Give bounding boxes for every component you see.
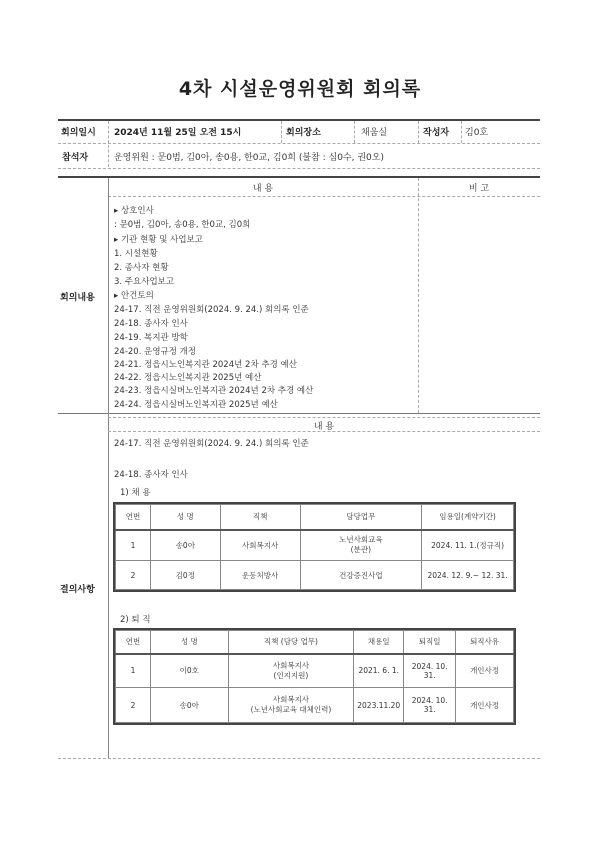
hire-cell: 2024. 12. 9.~ 12. 31. xyxy=(422,561,514,590)
resign-cell: 2024. 10. 31. xyxy=(404,654,456,688)
date-label: 회의일시 xyxy=(61,128,96,138)
agenda-line: 24-19. 복지관 방학 xyxy=(114,333,188,343)
label-column-divider xyxy=(108,178,109,758)
hire-header-cell: 직책 xyxy=(220,505,300,530)
agenda-line: 24-18. 종사자 인사 xyxy=(114,319,188,329)
hire-cell: 1 xyxy=(116,530,151,561)
hire-cell: 송0아 xyxy=(150,530,220,561)
info-col-divider xyxy=(461,121,462,143)
contents-label: 회의내용 xyxy=(60,293,95,303)
resolution-top-dashed xyxy=(108,417,540,418)
resolution-bottom-border xyxy=(58,758,540,759)
attendees-value: 운영위원 : 문0범, 김0아, 송0용, 한0교, 김0희 (불참 : 심0수, 권0오) xyxy=(114,153,384,163)
resign-header-cell: 연번 xyxy=(116,631,151,654)
resign-cell: 이0호 xyxy=(150,654,228,688)
resign-table xyxy=(115,630,514,723)
writer-value: 김0호 xyxy=(465,128,489,138)
resign-cell: 2 xyxy=(116,688,151,723)
resign-header-cell: 직책 (담당 업무) xyxy=(228,631,354,654)
place-value: 채움실 xyxy=(361,128,388,138)
hire-cell: 사회복지사 xyxy=(220,530,300,561)
place-label: 회의장소 xyxy=(286,128,321,138)
hire-title: 1) 채 용 xyxy=(120,488,151,498)
agenda-line: 24-24. 정읍시실버노인복지관 2025년 예산 xyxy=(114,400,278,410)
table-row xyxy=(116,561,514,590)
agenda-line: 24-20. 운영규정 개정 xyxy=(114,347,197,357)
info-bottom-divider xyxy=(58,168,540,169)
hire-cell: 2024. 11. 1.(정규직) xyxy=(422,530,514,561)
agenda-line: 24-17. 직전 운영위원회(2024. 9. 24.) 회의록 인준 xyxy=(114,305,309,315)
hire-cell: 노년사회교육 (분관) xyxy=(300,530,422,561)
resign-cell: 송0아 xyxy=(150,688,228,723)
writer-label: 작성자 xyxy=(423,128,450,138)
info-top-border xyxy=(58,119,540,121)
resign-cell: 2023.11.20 xyxy=(354,688,404,723)
hire-table xyxy=(115,504,514,590)
contents-header: 내 용 xyxy=(252,184,274,194)
contents-header-divider xyxy=(108,196,540,197)
hire-cell: 2 xyxy=(116,561,151,590)
hire-cell: 김0정 xyxy=(150,561,220,590)
resolution-item-2: 24-18. 종사자 인사 xyxy=(114,470,188,480)
hire-header-cell: 임용일(계약기간) xyxy=(422,505,514,530)
hire-cell: 운동처방사 xyxy=(220,561,300,590)
resolution-label: 결의사항 xyxy=(60,585,95,595)
page-title: 4차 시설운영위원회 회의록 xyxy=(178,78,422,100)
agenda-line: 24-21. 정읍시노인복지관 2024년 2차 추경 예산 xyxy=(114,360,297,370)
info-col-divider xyxy=(281,121,282,143)
resign-header-cell: 채용일 xyxy=(354,631,404,654)
table-row xyxy=(116,688,514,723)
agenda-line: 3. 주요사업보고 xyxy=(114,277,175,287)
resign-cell: 사회복지사 (인지지원) xyxy=(228,654,354,688)
contents-top-border xyxy=(58,176,540,178)
resign-cell: 개인사정 xyxy=(456,688,514,723)
attendees-label: 참석자 xyxy=(62,153,89,163)
agenda-line: 24-22. 정읍시노인복지관 2025년 예산 xyxy=(114,373,262,383)
hire-header-cell: 성 명 xyxy=(150,505,220,530)
agenda-line: 2. 종사자 현황 xyxy=(114,263,169,273)
resign-header-cell: 퇴직일 xyxy=(404,631,456,654)
contents-bottom-border xyxy=(58,413,540,414)
info-col-divider xyxy=(354,121,355,143)
agenda-line: ▸ 안건토의 xyxy=(114,291,154,301)
hire-header-cell: 연번 xyxy=(116,505,151,530)
resign-cell: 개인사정 xyxy=(456,654,514,688)
note-column-divider xyxy=(418,178,419,413)
resign-title: 2) 퇴 직 xyxy=(120,615,151,625)
resign-cell: 2021. 6. 1. xyxy=(354,654,404,688)
agenda-line: 1. 시설현황 xyxy=(114,249,158,259)
resign-cell: 2024. 10. 31. xyxy=(404,688,456,723)
note-header: 비 고 xyxy=(468,184,490,194)
resolution-header: 내 용 xyxy=(313,422,335,432)
info-col-divider xyxy=(418,121,419,143)
date-value: 2024년 11월 25일 오전 15시 xyxy=(114,128,242,138)
agenda-line: : 문0범, 김0아, 송0용, 한0교, 김0희 xyxy=(114,220,251,230)
agenda-line: 24-23. 정읍시실버노인복지관 2024년 2차 추경 예산 xyxy=(114,386,314,396)
resolution-item-1: 24-17. 직전 운영위원회(2024. 9. 24.) 회의록 인준 xyxy=(114,439,309,449)
hire-table-header-row xyxy=(116,505,514,530)
table-row xyxy=(116,654,514,688)
agenda-line: ▸ 상호인사 xyxy=(114,206,154,216)
table-row xyxy=(116,530,514,561)
info-row-divider xyxy=(58,143,540,144)
resign-cell: 1 xyxy=(116,654,151,688)
hire-header-cell: 담당업무 xyxy=(300,505,422,530)
resign-header-cell: 성 명 xyxy=(150,631,228,654)
resign-table-header-row xyxy=(116,631,514,654)
agenda-line: ▸ 기관 현황 및 사업보고 xyxy=(114,235,203,245)
info-col-divider xyxy=(108,121,109,167)
resign-header-cell: 퇴직사유 xyxy=(456,631,514,654)
hire-cell: 건강증진사업 xyxy=(300,561,422,590)
resign-cell: 사회복지사 (노년사회교육 대체인력) xyxy=(228,688,354,723)
